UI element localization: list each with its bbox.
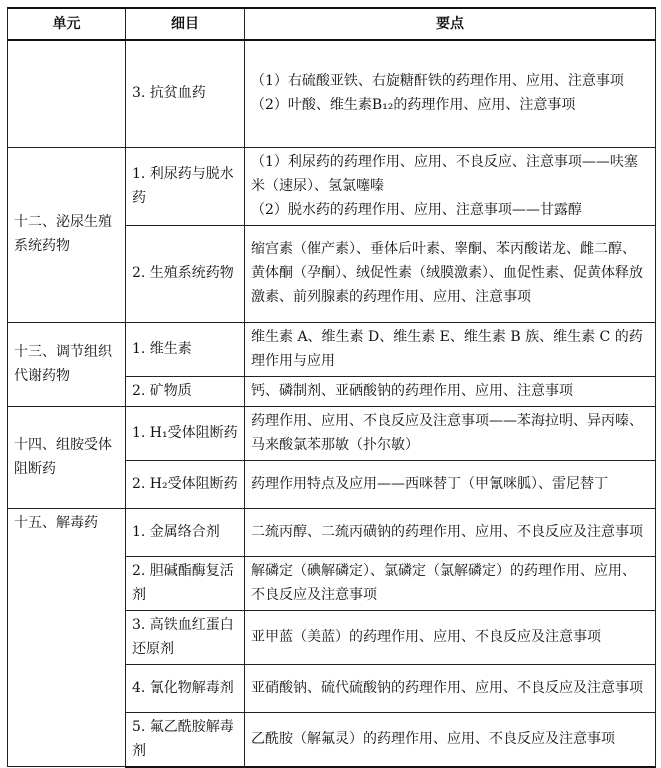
header-sub: 细目 xyxy=(126,8,245,40)
unit-cell xyxy=(8,40,126,147)
sub-cell: 5. 氟乙酰胺解毒剂 xyxy=(126,712,245,767)
sub-cell: 3. 抗贫血药 xyxy=(126,40,245,147)
points-cell: 亚甲蓝（美蓝）的药理作用、应用、不良反应及注意事项 xyxy=(245,610,656,664)
points-cell: 钙、磷制剂、亚硒酸钠的药理作用、应用、注意事项 xyxy=(245,376,656,406)
table-row xyxy=(8,322,656,376)
sub-cell: 2. 生殖系统药物 xyxy=(126,225,245,322)
sub-cell: 1. 维生素 xyxy=(126,322,245,376)
points-cell xyxy=(245,147,656,225)
points-cell: 乙酰胺（解氟灵）的药理作用、应用、不良反应及注意事项 xyxy=(245,712,656,767)
point-line: （1）利尿药的药理作用、应用、不良反应、注意事项——呋塞米（速尿）、氢氯噻嗪 xyxy=(251,153,638,194)
points-cell: 药理作用特点及应用——西咪替丁（甲氰咪胍）、雷尼替丁 xyxy=(245,460,656,508)
header-points: 要点 xyxy=(245,8,656,40)
points-cell: 解磷定（碘解磷定）、氯磷定（氯解磷定）的药理作用、应用、不良反应及注意事项 xyxy=(245,556,656,610)
table-row xyxy=(8,147,656,225)
points-cell: 二巯丙醇、二巯丙磺钠的药理作用、应用、不良反应及注意事项 xyxy=(245,508,656,556)
unit-cell: 十二、泌尿生殖系统药物 xyxy=(8,147,126,322)
syllabus-table xyxy=(7,7,656,768)
point-line: （1）右硫酸亚铁、右旋糖酐铁的药理作用、应用、注意事项 xyxy=(251,73,624,90)
sub-cell: 3. 高铁血红蛋白还原剂 xyxy=(126,610,245,664)
sub-cell: 2. 矿物质 xyxy=(126,376,245,406)
points-cell xyxy=(245,40,656,147)
points-cell: 亚硝酸钠、硫代硫酸钠的药理作用、应用、不良反应及注意事项 xyxy=(245,664,656,712)
sub-cell: 1. 利尿药与脱水药 xyxy=(126,147,245,225)
points-cell: 维生素 A、维生素 D、维生素 E、维生素 B 族、维生素 C 的药理作用与应用 xyxy=(245,322,656,376)
sub-cell: 1. 金属络合剂 xyxy=(126,508,245,556)
unit-cell: 十四、组胺受体阻断药 xyxy=(8,406,126,508)
point-line: （2）叶酸、维生素B₁₂的药理作用、应用、注意事项 xyxy=(251,97,576,114)
sub-cell: 2. H₂受体阻断药 xyxy=(126,460,245,508)
unit-cell: 十五、解毒药 xyxy=(8,508,126,767)
header-row xyxy=(8,8,656,40)
points-cell: 缩宫素（催产素）、垂体后叶素、睾酮、苯丙酸诺龙、雌二醇、黄体酮（孕酮）、绒促性素（绒膜激素）、血促性素、促黄体释放激素、前列腺素的药理作用、应用、注意事项 xyxy=(245,225,656,322)
sub-cell: 1. H₁受体阻断药 xyxy=(126,406,245,460)
table-row xyxy=(8,40,656,147)
point-line: （2）脱水药的药理作用、应用、注意事项——甘露醇 xyxy=(251,201,582,218)
sub-cell: 4. 氰化物解毒剂 xyxy=(126,664,245,712)
points-cell: 药理作用、应用、不良反应及注意事项——苯海拉明、异丙嗪、马来酸氯苯那敏（扑尔敏） xyxy=(245,406,656,460)
header-unit: 单元 xyxy=(8,8,126,40)
table-row xyxy=(8,406,656,460)
unit-cell: 十三、调节组织代谢药物 xyxy=(8,322,126,406)
sub-cell: 2. 胆碱酯酶复活剂 xyxy=(126,556,245,610)
table-row xyxy=(8,508,656,556)
